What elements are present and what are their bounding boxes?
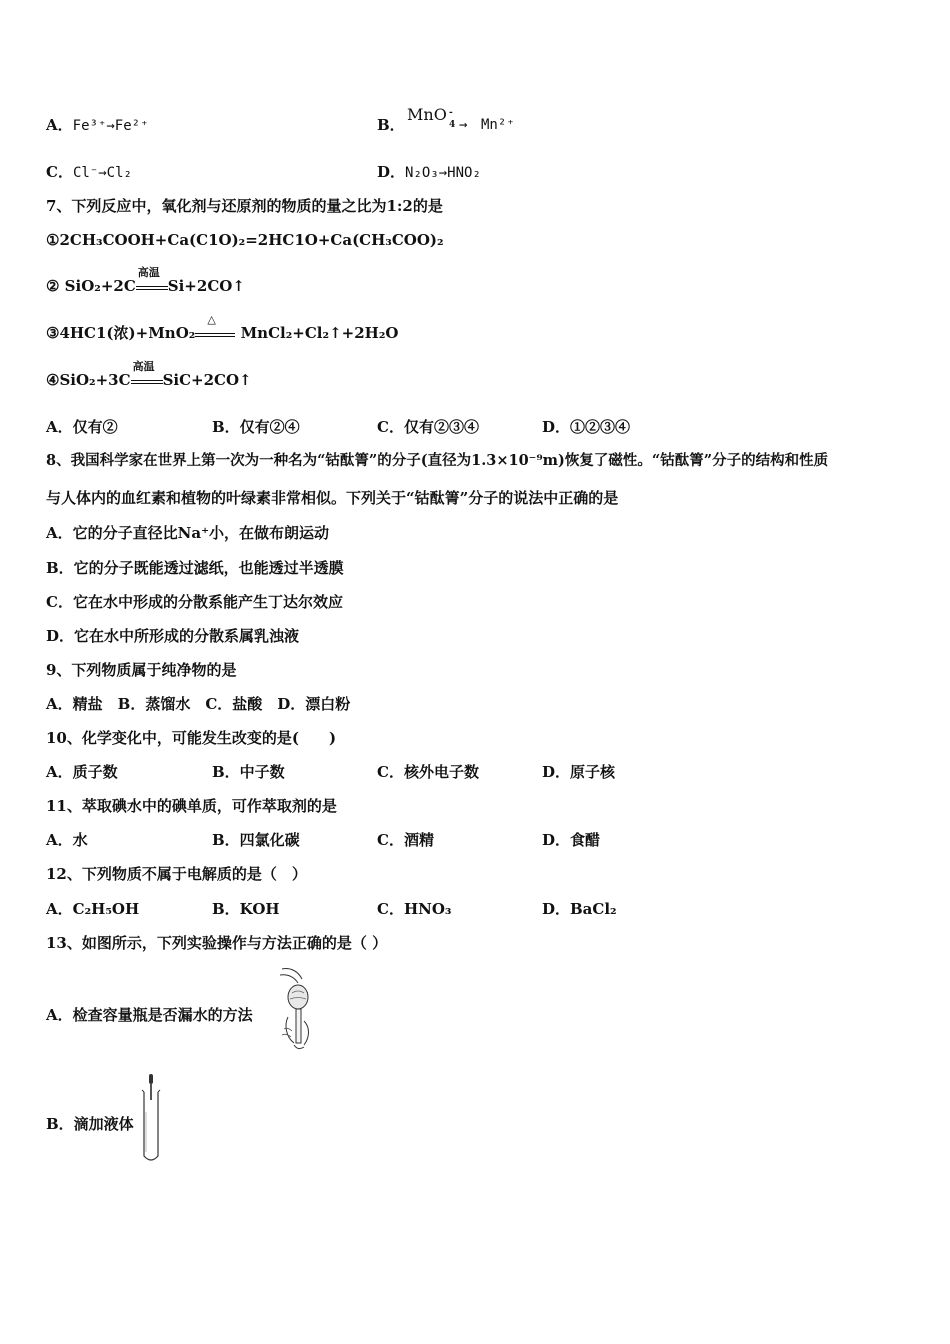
q8-stem-line1: 8、我国科学家在世界上第一次为一种名为“钴酞箐”的分子(直径为1.3×10⁻⁹m)恢复了磁性。“钴酞箐”分子的结构和性质 — [46, 452, 829, 469]
q7-reaction-4: ④SiO₂+3C 高温 SiC+2CO↑ — [46, 360, 252, 389]
high-temp-condition: 高温 — [131, 371, 163, 391]
q10-option-c: C．核外电子数 — [377, 763, 479, 781]
q7-option-a: A．仅有② — [46, 418, 118, 436]
q7-option-b: B．仅有②④ — [212, 418, 300, 436]
volumetric-flask-leak-check-figure — [276, 965, 326, 1053]
q11-option-a: A．水 — [46, 831, 88, 849]
q8-option-a: A．它的分子直径比Na⁺小，在做布朗运动 — [46, 524, 329, 542]
q6-option-d: D．N₂O₃→HNO₂ — [377, 163, 481, 181]
q11-option-b: B．四氯化碳 — [212, 831, 300, 849]
q11-stem: 11、萃取碘水中的碘单质，可作萃取剂的是 — [46, 797, 337, 815]
q9-options: A．精盐 B．蒸馏水 C．盐酸 D．漂白粉 — [46, 695, 351, 713]
q8-option-d: D．它在水中所形成的分散系属乳浊液 — [46, 627, 300, 645]
q6-option-c: C．Cl⁻→Cl₂ — [46, 163, 132, 181]
q9-stem: 9、下列物质属于纯净物的是 — [46, 661, 237, 679]
dropper-test-tube-figure — [140, 1072, 162, 1164]
q13-option-a: A．检查容量瓶是否漏水的方法 — [46, 1006, 253, 1024]
q11-option-d: D．食醋 — [542, 831, 601, 849]
q7-reaction-2: ② SiO₂+2C 高温 Si+2CO↑ — [46, 266, 245, 295]
permanganate-ion: MnO - 4 — [407, 105, 456, 130]
q12-option-d: D．BaCl₂ — [542, 900, 617, 918]
q13-stem: 13、如图所示，下列实验操作与方法正确的是（ ） — [46, 934, 388, 952]
q12-option-b: B．KOH — [212, 900, 280, 918]
q12-stem: 12、下列物质不属于电解质的是（ ） — [46, 865, 307, 883]
q10-stem: 10、化学变化中，可能发生改变的是( ) — [46, 729, 337, 747]
q12-option-a: A．C₂H₅OH — [46, 900, 140, 918]
q6-option-b: B． MnO - 4 → Mn²⁺ — [377, 105, 515, 134]
q8-option-b: B．它的分子既能透过滤纸，也能透过半透膜 — [46, 559, 344, 577]
q11-option-c: C．酒精 — [377, 831, 434, 849]
high-temp-condition: 高温 — [136, 277, 168, 297]
q7-reaction-3: ③4HC1(浓)+MnO₂ △ MnCl₂+Cl₂↑+2H₂O — [46, 313, 399, 342]
q7-stem: 7、下列反应中，氧化剂与还原剂的物质的量之比为1:2的是 — [46, 197, 443, 215]
q10-option-a: A．质子数 — [46, 763, 118, 781]
q12-option-c: C．HNO₃ — [377, 900, 452, 918]
q10-option-d: D．原子核 — [542, 763, 616, 781]
q8-option-c: C．它在水中形成的分散系能产生丁达尔效应 — [46, 593, 343, 611]
q10-option-b: B．中子数 — [212, 763, 285, 781]
q7-option-c: C．仅有②③④ — [377, 418, 479, 436]
q7-reaction-1: ①2CH₃COOH+Ca(C1O)₂=2HC1O+Ca(CH₃COO)₂ — [46, 231, 444, 249]
heat-condition: △ — [195, 324, 235, 344]
q13-option-b: B．滴加液体 — [46, 1115, 134, 1133]
q7-option-d: D．①②③④ — [542, 418, 631, 436]
q8-stem-line2: 与人体内的血红素和植物的叶绿素非常相似。下列关于“钴酞箐”分子的说法中正确的是 — [46, 489, 619, 507]
q6-option-a: A．Fe³⁺→Fe²⁺ — [46, 116, 149, 134]
